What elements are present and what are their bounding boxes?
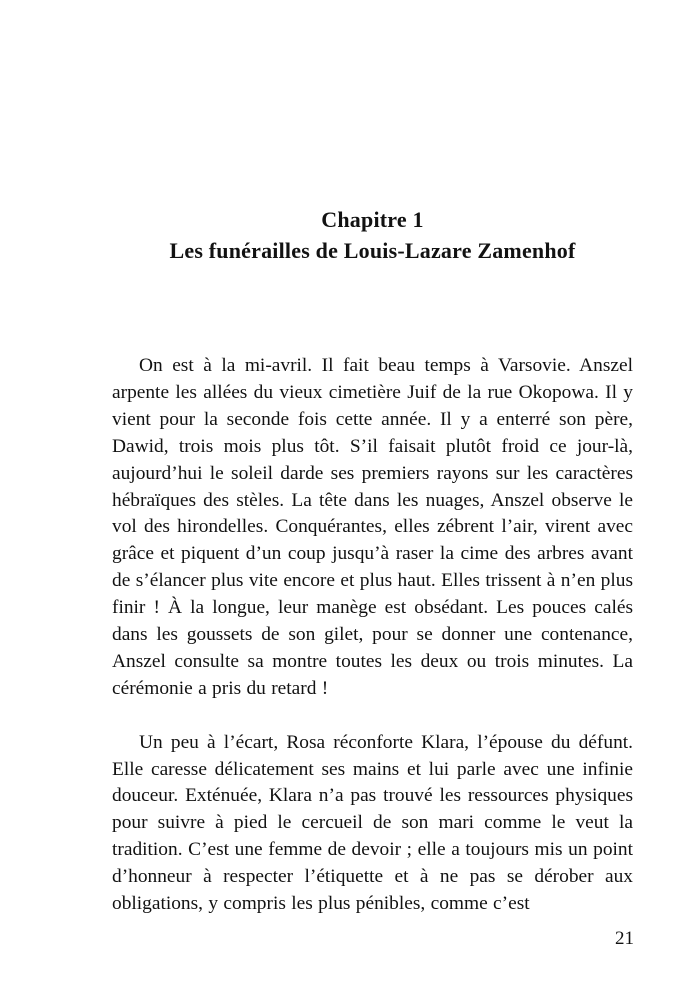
page-number: 21	[615, 928, 634, 949]
body-text	[112, 353, 633, 918]
paragraph-2: Un peu à l’écart, Rosa réconforte Klara, l’épouse du défunt. Elle caresse délicatement ses mains et lui parle avec une infinie douceur. Exténuée, Klara n’a pas trouvé les ressources physiques pour suivre à pied le cercueil de son mari comme le veut la tradition. C’est une femme de devoir ; elle a toujours mis un point d’honneur à respecter l’étiquette et à ne pas se dérober aux obligations, y compris les plus pénibles, comme c’est	[112, 731, 633, 915]
chapter-heading	[112, 204, 633, 266]
paragraph-1: On est à la mi-avril. Il fait beau temps à Varsovie. Anszel arpente les allées du vieux cimetière Juif de la rue Okopowa. Il y vient pour la seconde fois cette année. Il y a enterré son père, Dawid, trois mois plus tôt. S’il faisait plutôt froid ce jour-là, aujourd’hui le soleil darde ses premiers rayons sur les caractères hébraïques des stèles. La tête dans les nuages, Anszel observe le vol des hirondelles. Conquérantes, elles zébrent l’air, virent avec grâce et piquent d’un coup jusqu’à raser la cime des arbres avant de s’élancer plus vite encore et plus haut. Elles trissent à n’en plus finir ! À la longue, leur manège est obsédant. Les pouces calés dans les goussets de son gilet, pour se donner une contenance, Anszel consulte sa montre toutes les deux ou trois minutes. La cérémonie a pris du retard !	[112, 355, 633, 699]
text-block	[112, 0, 633, 918]
chapter-title: Les funérailles de Louis-Lazare Zamenhof	[169, 238, 576, 263]
chapter-number: Chapitre 1	[321, 207, 424, 232]
